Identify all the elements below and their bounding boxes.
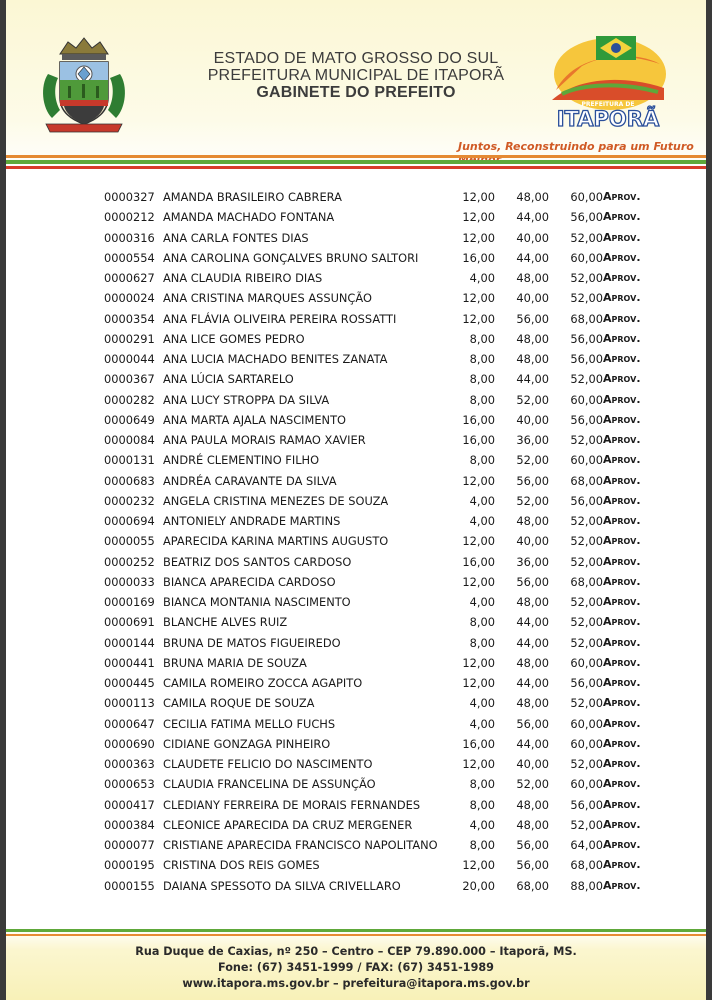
score-1: 8,00 [469,615,495,630]
list-item [6,512,706,532]
candidate-name: BLANCHE ALVES RUIZ [163,615,288,630]
candidate-code: 0000169 [104,595,155,609]
score-2: 68,00 [516,878,549,893]
list-item [6,229,706,249]
status: Aprov. [603,291,641,305]
candidate-name: ANA CAROLINA GONÇALVES BRUNO SALTORI [163,250,419,265]
list-item [6,674,706,694]
status: Aprov. [603,453,641,467]
list-item [6,532,706,552]
score-total: 52,00 [570,271,603,285]
score-total: 60,00 [570,392,603,407]
candidate-code: 0000647 [104,716,155,731]
status: Aprov. [603,676,641,689]
footer-phone: Fone: (67) 3451-1999 / FAX: (67) 3451-1989 [218,961,494,974]
score-total: 68,00 [570,574,603,589]
candidate-code: 0000354 [104,311,155,326]
list-item [6,391,706,411]
score-total: 56,00 [570,676,603,690]
candidate-name: BRUNA MARIA DE SOUZA [163,655,307,670]
footer-text [6,944,706,992]
candidate-code: 0000363 [104,757,155,771]
score-2: 44,00 [516,250,549,265]
score-2: 36,00 [516,554,549,569]
score-total: 52,00 [570,534,603,549]
candidate-name: CLAUDIA FRANCELINA DE ASSUNÇÃO [163,777,376,792]
list-item [6,573,706,593]
score-2: 48,00 [516,352,549,366]
candidate-name: ANA CLAUDIA RIBEIRO DIAS [163,271,323,285]
header-stripe-red [6,166,706,169]
score-2: 56,00 [516,858,549,873]
score-2: 44,00 [516,615,549,630]
score-2: 52,00 [516,453,549,468]
candidate-code: 0000445 [104,676,155,690]
score-1: 4,00 [469,817,495,832]
candidate-name: AMANDA BRASILEIRO CABRERA [163,190,342,204]
score-1: 12,00 [462,574,495,589]
score-1: 4,00 [469,493,495,508]
candidate-name: ANA LICE GOMES PEDRO [163,331,305,346]
score-1: 8,00 [469,331,495,346]
candidate-name: ANDRÉ CLEMENTINO FILHO [163,453,320,468]
score-total: 52,00 [570,291,603,306]
score-1: 16,00 [462,412,495,427]
status: Aprov. [603,514,641,527]
candidate-code: 0000155 [104,878,155,893]
candidate-name: CECILIA FATIMA MELLO FUCHS [163,716,336,731]
candidate-code: 0000683 [104,473,155,488]
score-total: 68,00 [570,311,603,326]
candidate-name: BEATRIZ DOS SANTOS CARDOSO [163,554,352,569]
score-1: 12,00 [462,534,495,549]
status: Aprov. [603,372,641,386]
score-total: 60,00 [570,453,603,468]
candidate-name: CAMILA ROQUE DE SOUZA [163,696,315,711]
score-2: 48,00 [516,696,549,711]
candidate-code: 0000653 [104,777,155,792]
status: Aprov. [603,534,641,548]
score-total: 52,00 [570,595,603,609]
list-item [6,431,706,451]
score-1: 8,00 [469,453,495,468]
candidate-code: 0000195 [104,858,155,873]
candidate-code: 0000131 [104,453,155,468]
score-2: 36,00 [516,433,549,447]
status: Aprov. [603,331,641,345]
header-stripe-orange [6,155,706,158]
score-2: 40,00 [516,412,549,427]
score-total: 64,00 [570,838,603,852]
candidate-name: CLEONICE APARECIDA DA CRUZ MERGENER [163,817,413,832]
list-item [6,613,706,633]
logo-small-text: PREFEITURA DE [581,101,635,108]
list-item [6,411,706,431]
score-2: 44,00 [516,210,549,225]
score-total: 68,00 [570,473,603,488]
score-total: 60,00 [570,777,603,792]
list-item [6,310,706,330]
score-1: 8,00 [469,797,495,812]
candidate-name: ANA LUCIA MACHADO BENITES ZANATA [163,352,388,366]
score-2: 48,00 [516,271,549,285]
status: Aprov. [603,615,641,629]
list-item [6,634,706,654]
candidate-code: 0000316 [104,230,155,245]
score-2: 44,00 [516,635,549,650]
score-total: 52,00 [570,433,603,447]
candidate-code: 0000649 [104,412,155,427]
list-item [6,715,706,735]
score-2: 56,00 [516,574,549,589]
score-2: 56,00 [516,473,549,488]
score-2: 44,00 [516,676,549,690]
score-1: 12,00 [462,655,495,670]
candidate-name: ANA PAULA MORAIS RAMAO XAVIER [163,433,366,447]
list-item [6,289,706,309]
list-item [6,836,706,856]
score-total: 52,00 [570,817,603,832]
score-1: 16,00 [462,736,495,751]
score-2: 52,00 [516,493,549,508]
score-2: 48,00 [516,595,549,609]
score-total: 52,00 [570,372,603,387]
score-2: 48,00 [516,331,549,346]
list-item [6,188,706,208]
list-item [6,451,706,471]
list-item [6,694,706,714]
logo-big-text: ITAPORÃ [556,107,660,131]
candidate-code: 0000033 [104,574,155,589]
status: Aprov. [603,392,641,406]
score-total: 52,00 [570,615,603,630]
candidate-code: 0000044 [104,352,155,366]
status: Aprov. [603,352,641,365]
candidate-code: 0000055 [104,534,155,549]
candidate-name: CAMILA ROMEIRO ZOCCA AGAPITO [163,676,363,690]
score-2: 48,00 [516,655,549,670]
score-1: 8,00 [469,777,495,792]
list-item [6,755,706,775]
candidate-name: CIDIANE GONZAGA PINHEIRO [163,736,331,751]
score-1: 16,00 [462,554,495,569]
list-item [6,208,706,228]
score-1: 8,00 [469,635,495,650]
candidate-name: ANA CRISTINA MARQUES ASSUNÇÃO [163,291,372,306]
score-2: 48,00 [516,797,549,812]
candidate-name: BIANCA APARECIDA CARDOSO [163,574,336,589]
status: Aprov. [603,655,641,669]
footer-web: www.itapora.ms.gov.br – prefeitura@itapora.ms.gov.br [182,977,530,990]
list-item [6,472,706,492]
score-2: 56,00 [516,716,549,731]
status: Aprov. [603,817,641,831]
candidate-code: 0000113 [104,696,155,711]
score-total: 52,00 [570,635,603,650]
status: Aprov. [603,574,641,588]
score-1: 4,00 [469,514,495,528]
score-2: 48,00 [516,817,549,832]
candidate-name: ANA CARLA FONTES DIAS [163,230,309,245]
municipal-crest-icon [38,36,130,136]
score-1: 4,00 [469,716,495,731]
candidate-code: 0000144 [104,635,155,650]
status: Aprov. [603,595,641,608]
municipality-name: PREFEITURA MUNICIPAL DE ITAPORÃ [207,67,505,84]
score-total: 68,00 [570,858,603,873]
score-total: 52,00 [570,554,603,569]
score-2: 40,00 [516,291,549,306]
score-2: 40,00 [516,534,549,549]
score-2: 40,00 [516,230,549,245]
candidate-code: 0000690 [104,736,155,751]
candidate-code: 0000252 [104,554,155,569]
list-item [6,593,706,613]
candidate-code: 0000282 [104,392,155,407]
list-item [6,877,706,897]
footer-address: Rua Duque de Caxias, nº 250 – Centro – CEP 79.890.000 – Itaporã, MS. [135,945,577,958]
status: Aprov. [603,473,641,487]
status: Aprov. [603,696,641,710]
status: Aprov. [603,838,641,851]
list-item [6,856,706,876]
header-stripe-green [6,160,706,164]
candidate-name: ANGELA CRISTINA MENEZES DE SOUZA [163,493,389,508]
candidate-name: APARECIDA KARINA MARTINS AUGUSTO [163,534,389,549]
score-total: 56,00 [570,797,603,812]
score-1: 12,00 [462,757,495,771]
list-item [6,553,706,573]
score-total: 60,00 [570,250,603,265]
candidate-code: 0000384 [104,817,155,832]
candidate-code: 0000077 [104,838,155,852]
status: Aprov. [603,716,641,730]
candidate-code: 0000212 [104,210,155,225]
footer-stripe-orange [6,934,706,936]
candidate-name: ANA FLÁVIA OLIVEIRA PEREIRA ROSSATTI [163,311,397,326]
list-item [6,350,706,370]
score-2: 52,00 [516,777,549,792]
score-total: 52,00 [570,696,603,711]
list-item [6,654,706,674]
candidate-name: BRUNA DE MATOS FIGUEIREDO [163,635,341,650]
footer-stripe-green [6,929,706,932]
score-2: 44,00 [516,372,549,387]
status: Aprov. [603,736,641,750]
score-total: 88,00 [570,878,603,893]
candidate-code: 0000627 [104,271,155,285]
score-total: 60,00 [570,655,603,670]
candidate-code: 0000024 [104,291,155,306]
status: Aprov. [603,858,641,872]
document-page [6,0,706,1000]
score-1: 8,00 [469,352,495,366]
score-total: 56,00 [570,331,603,346]
score-1: 4,00 [469,696,495,711]
score-total: 52,00 [570,757,603,771]
status: Aprov. [603,757,641,770]
candidate-code: 0000441 [104,655,155,670]
score-1: 20,00 [462,878,495,893]
candidate-name: CRISTINA DOS REIS GOMES [163,858,320,873]
list-item [6,775,706,795]
status: Aprov. [603,554,641,568]
score-1: 16,00 [462,250,495,265]
score-1: 12,00 [462,311,495,326]
score-1: 12,00 [462,676,495,690]
status: Aprov. [603,230,641,244]
candidate-name: CRISTIANE APARECIDA FRANCISCO NAPOLITANO [163,838,438,852]
status: Aprov. [603,190,641,203]
status: Aprov. [603,433,641,446]
candidate-name: CLEDIANY FERREIRA DE MORAIS FERNANDES [163,797,421,812]
score-1: 12,00 [462,230,495,245]
score-2: 44,00 [516,736,549,751]
candidate-code: 0000327 [104,190,155,204]
list-item [6,796,706,816]
score-1: 8,00 [469,838,495,852]
candidate-name: ANA LUCY STROPPA DA SILVA [163,392,330,407]
list-item [6,816,706,836]
itapora-logo-icon [542,30,672,134]
score-1: 8,00 [469,372,495,387]
candidate-name: DAIANA SPESSOTO DA SILVA CRIVELLARO [163,878,401,893]
status: Aprov. [603,493,641,507]
score-2: 56,00 [516,311,549,326]
status: Aprov. [603,878,641,892]
score-2: 48,00 [516,514,549,528]
candidate-name: ANTONIELY ANDRADE MARTINS [163,514,341,528]
candidate-name: ANA LÚCIA SARTARELO [163,372,294,387]
list-item [6,735,706,755]
candidate-code: 0000691 [104,615,155,630]
score-1: 12,00 [462,473,495,488]
slogan: Juntos, Reconstruindo para um Futuro [458,140,694,153]
score-total: 60,00 [570,716,603,731]
score-2: 48,00 [516,190,549,204]
status: Aprov. [603,271,641,284]
score-1: 12,00 [462,210,495,225]
candidate-code: 0000417 [104,797,155,812]
list-item [6,330,706,350]
score-total: 60,00 [570,736,603,751]
status: Aprov. [603,797,641,811]
score-total: 56,00 [570,412,603,427]
candidate-code: 0000084 [104,433,155,447]
score-2: 40,00 [516,757,549,771]
score-2: 52,00 [516,392,549,407]
candidate-name: BIANCA MONTANIA NASCIMENTO [163,595,351,609]
score-total: 56,00 [570,352,603,366]
score-total: 52,00 [570,514,603,528]
candidate-name: AMANDA MACHADO FONTANA [163,210,335,225]
score-2: 56,00 [516,838,549,852]
results-list [6,188,706,897]
score-1: 4,00 [469,271,495,285]
score-1: 4,00 [469,595,495,609]
status: Aprov. [603,311,641,325]
list-item [6,370,706,390]
status: Aprov. [603,250,641,264]
score-1: 12,00 [462,858,495,873]
score-total: 52,00 [570,230,603,245]
candidate-name: ANA MARTA AJALA NASCIMENTO [163,412,347,427]
score-total: 56,00 [570,210,603,225]
candidate-code: 0000367 [104,372,155,387]
status: Aprov. [603,412,641,426]
score-1: 8,00 [469,392,495,407]
candidate-code: 0000694 [104,514,155,528]
status: Aprov. [603,635,641,649]
list-item [6,492,706,512]
status: Aprov. [603,777,641,791]
candidate-name: CLAUDETE FELICIO DO NASCIMENTO [163,757,373,771]
list-item [6,269,706,289]
score-total: 60,00 [570,190,603,204]
candidate-name: ANDRÉA CARAVANTE DA SILVA [163,473,337,488]
candidate-code: 0000291 [104,331,155,346]
score-1: 16,00 [462,433,495,447]
score-1: 12,00 [462,190,495,204]
score-total: 56,00 [570,493,603,508]
score-1: 12,00 [462,291,495,306]
office-name: GABINETE DO PREFEITO [256,84,456,101]
candidate-code: 0000232 [104,493,155,508]
status: Aprov. [603,210,641,224]
state-name: ESTADO DE MATO GROSSO DO SUL [213,50,499,67]
letterhead-title [166,50,546,101]
list-item [6,249,706,269]
candidate-code: 0000554 [104,250,155,265]
